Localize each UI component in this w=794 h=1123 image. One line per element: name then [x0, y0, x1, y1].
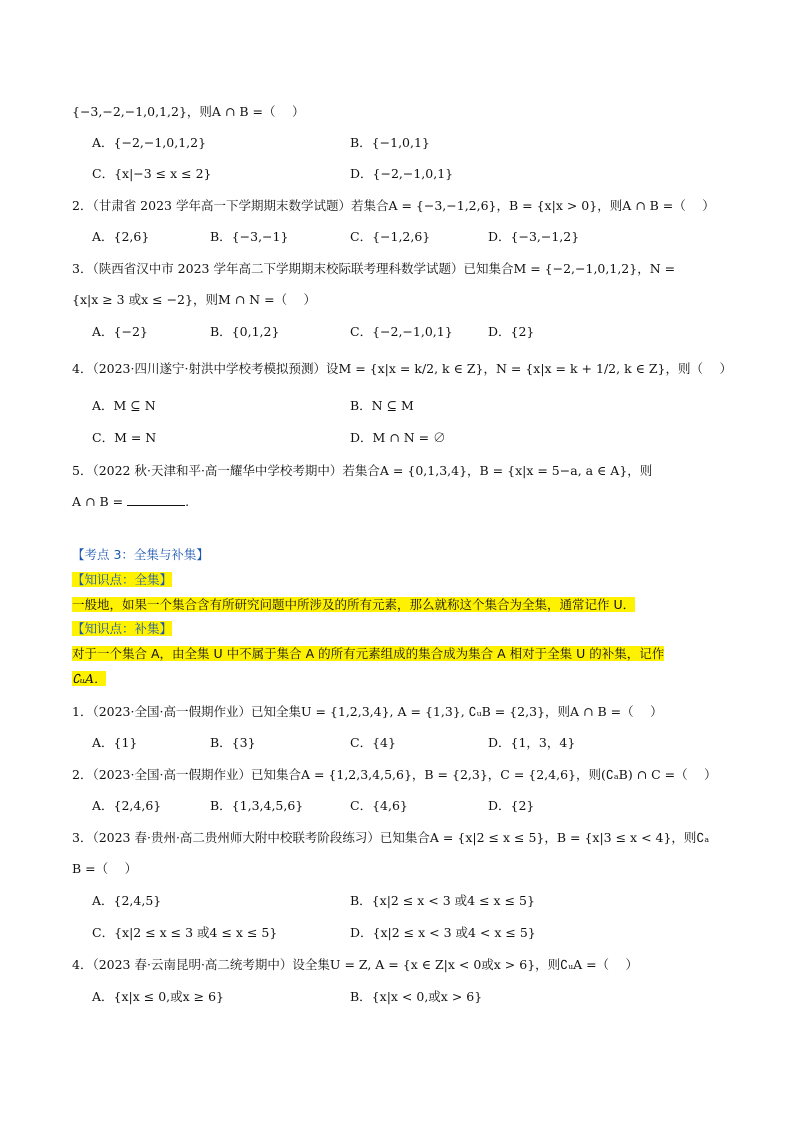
answer-blank: [127, 493, 185, 506]
question-3-stem-line1: 3．（陕西省汉中市 2023 学年高二下学期期末校际联考理科数学试题）已知集合M = {−2,−1,0,1,2}，N =: [72, 261, 676, 276]
q2-option-c: C．{−1,2,6}: [350, 229, 431, 244]
knowledge-text-universal-set: [72, 596, 635, 614]
q2-option-b: B．{−3,−1}: [210, 229, 289, 244]
q3-option-d: D．{2}: [488, 324, 535, 339]
p2-q1-option-c: C．{4}: [350, 735, 396, 750]
q3-option-c: C．{−2,−1,0,1}: [350, 324, 453, 339]
knowledge-complement-symbol: [72, 670, 106, 688]
q4-option-c: C．M = N: [92, 430, 157, 445]
p2-question-1-stem: 1．（2023·全国·高一假期作业）已知全集U = {1,2,3,4}, A = {1,3}, ∁ᵤB = {2,3}，则A ∩ B =（ ）: [72, 704, 663, 719]
kp2-symbol: ∁ᵤA．: [72, 671, 107, 686]
question-3-stem-line2: {x|x ≥ 3 或x ≤ −2}，则M ∩ N =（ ）: [72, 292, 317, 307]
q1-option-a: A．{−2,−1,0,1,2}: [92, 135, 207, 150]
p2-q1-option-d: D．{1，3，4}: [488, 735, 576, 750]
kp1-label-text: 【知识点：全集】: [72, 572, 173, 587]
q5-prefix: A ∩ B =: [72, 494, 124, 509]
p2-question-3-stem-line2: B =（ ）: [72, 861, 138, 876]
p2-q3-option-c: C．{x|2 ≤ x ≤ 3 或4 ≤ x ≤ 5}: [92, 925, 278, 940]
p2-q3-option-d: D．{x|2 ≤ x < 3 或4 < x ≤ 5}: [350, 925, 536, 940]
p2-question-2-stem: 2．（2023·全国·高一假期作业）已知集合A = {1,2,3,4,5,6}，B = {2,3}，C = {2,4,6}，则(∁ₐB) ∩ C =（ ）: [72, 767, 717, 782]
knowledge-label-universal-set: [72, 571, 172, 589]
p2-question-4-stem: 4．（2023 春·云南昆明·高二统考期中）设全集U = Z, A = {x ∈ Z|x < 0或x > 6}，则∁ᵤA =（ ）: [72, 957, 639, 972]
p2-question-3-stem-line1: 3．（2023 春·贵州·高二贵州师大附中校联考阶段练习）已知集合A = {x|2 ≤ x ≤ 5}，B = {x|3 ≤ x < 4}，则∁ₐ: [72, 830, 710, 845]
q4-option-d: D．M ∩ N = ∅: [350, 430, 446, 445]
knowledge-text-complement: [72, 645, 664, 663]
question-5-stem-line1: 5．（2022 秋·天津和平·高一耀华中学校考期中）若集合A = {0,1,3,4}，B = {x|x = 5−a, a ∈ A}，则: [72, 463, 653, 478]
kp1-text: 一般地，如果一个集合含有所研究问题中所涉及的所有元素，那么就称这个集合为全集，通常记作 U．: [72, 597, 636, 612]
kp2-label-text: 【知识点：补集】: [72, 621, 173, 636]
p2-q3-option-a: A．{2,4,5}: [92, 893, 162, 908]
q4-option-b: B．N ⊆ M: [350, 398, 414, 413]
q1-option-d: D．{−2,−1,0,1}: [350, 166, 454, 181]
p2-q2-option-d: D．{2}: [488, 798, 535, 813]
p2-q4-option-a: A．{x|x ≤ 0,或x ≥ 6}: [92, 989, 225, 1004]
knowledge-label-complement: [72, 620, 172, 638]
question-4-stem: 4．（2023·四川遂宁·射洪中学校考模拟预测）设M = {x|x = k/2, k ∈ Z}，N = {x|x = k + 1/2, k ∈ Z}，则（ ）: [72, 361, 732, 376]
q3-option-a: A．{−2}: [92, 324, 148, 339]
kp2-text: 对于一个集合 A，由全集 U 中不属于集合 A 的所有元素组成的集合成为集合 A 相对于全集 U 的补集，记作: [72, 646, 665, 661]
section-3-title: 【考点 3：全集与补集】: [72, 547, 209, 562]
p2-q1-option-b: B．{3}: [210, 735, 256, 750]
q3-option-b: B．{0,1,2}: [210, 324, 280, 339]
p2-q1-option-a: A．{1}: [92, 735, 138, 750]
p2-q4-option-b: B．{x|x < 0,或x > 6}: [350, 989, 483, 1004]
q1-option-c: C．{x|−3 ≤ x ≤ 2}: [92, 166, 212, 181]
p2-q3-option-b: B．{x|2 ≤ x < 3 或4 ≤ x ≤ 5}: [350, 893, 535, 908]
p2-q2-option-a: A．{2,4,6}: [92, 798, 162, 813]
q4-option-a: A．M ⊆ N: [92, 398, 156, 413]
p2-q2-option-c: C．{4,6}: [350, 798, 408, 813]
q2-option-d: D．{−3,−1,2}: [488, 229, 580, 244]
q2-option-a: A．{2,6}: [92, 229, 150, 244]
question-1-stem-tail: {−3,−2,−1,0,1,2}，则A ∩ B =（ ）: [72, 104, 305, 119]
question-2-stem: 2．（甘肃省 2023 学年高一下学期期末数学试题）若集合A = {−3,−1,2,6}，B = {x|x > 0}，则A ∩ B =（ ）: [72, 198, 715, 213]
question-5-stem-line2: A ∩ B = .: [72, 494, 190, 509]
q1-option-b: B．{−1,0,1}: [350, 135, 430, 150]
p2-q2-option-b: B．{1,3,4,5,6}: [210, 798, 304, 813]
